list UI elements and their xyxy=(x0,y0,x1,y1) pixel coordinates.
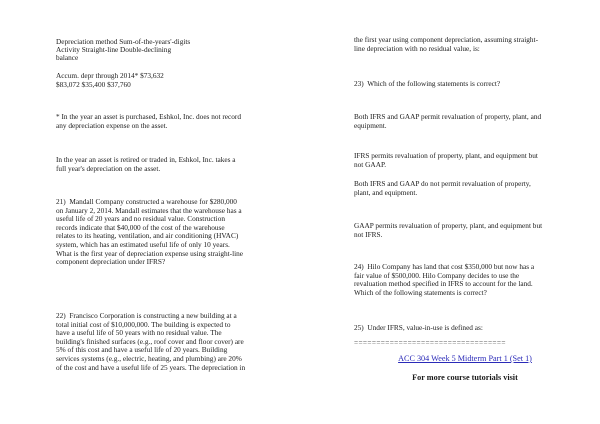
option-both-permit: Both IFRS and GAAP permit revaluation of property, plant, and equipment. xyxy=(354,112,542,130)
table-row-line-2: $83,072 $35,400 $37,760 xyxy=(56,80,131,89)
note-retire-year: In the year an asset is retired or traded in, Eshkol, Inc. takes a full year's depreciation on the asset. xyxy=(56,155,236,173)
option-neither: Both IFRS and GAAP do not permit revaluation of property, plant, and equipment. xyxy=(354,179,531,197)
question-22: 22) Francisco Corporation is constructing a new building at a total initial cost of $10,000,000. The building is expected to have a useful life of 50 years with no residual value. The building's finished surfaces (e.g., roof cover and floor cover) are 5% of this cost and have a useful life of 20 years. Building services systems (e.g., electric, heating, and plumbing) are 20% of the cost and have a useful life of 25 years. The depreciation in xyxy=(56,311,246,372)
table-row-line-1: Accum. depr through 2014* $73,632 xyxy=(56,71,164,80)
course-link[interactable]: ACC 304 Week 5 Midterm Part 1 (Set 1) xyxy=(398,354,532,363)
question-22-continued: the first year using component depreciation, assuming straight- line depreciation with no residual value, is: xyxy=(354,35,538,53)
option-ifrs-only: IFRS permits revaluation of property, plant, and equipment but not GAAP. xyxy=(354,151,538,169)
footer-text: For more course tutorials visit xyxy=(412,373,518,382)
separator-line: ================================== xyxy=(354,338,506,347)
table-header-line-3: balance xyxy=(56,53,79,62)
option-gaap-only: GAAP permits revaluation of property, plant, and equipment but not IFRS. xyxy=(354,221,543,239)
question-23: 23) Which of the following statements is correct? xyxy=(354,79,501,88)
table-header-line-2: Activity Straight-line Double-declining xyxy=(56,45,172,54)
note-purchase-year: * In the year an asset is purchased, Eshkol, Inc. does not record any depreciation expense on the asset. xyxy=(56,112,241,130)
question-21: 21) Mandall Company constructed a warehouse for $280,000 on January 2, 2014. Mandall estimates that the warehouse has a useful life of 20 years and no residual value. Construction records indicate that $40,000 of the cost of the warehouse relates to its heating, ventilation, and air conditioning (HVAC) system, which has an estimated useful life of only 10 years. What is the first year of depreciation expense using straight-line component depreciation under IFRS? xyxy=(56,197,244,267)
question-24: 24) Hilo Company has land that cost $350,000 but now has a fair value of $500,000. Hilo Company decides to use the revaluation method specified in IFRS to account for the land. Which of the following statements is correct? xyxy=(354,262,535,297)
table-header-line-1: Depreciation method Sum-of-the-years'-digits xyxy=(56,37,191,46)
question-25: 25) Under IFRS, value-in-use is defined as: xyxy=(354,323,483,332)
